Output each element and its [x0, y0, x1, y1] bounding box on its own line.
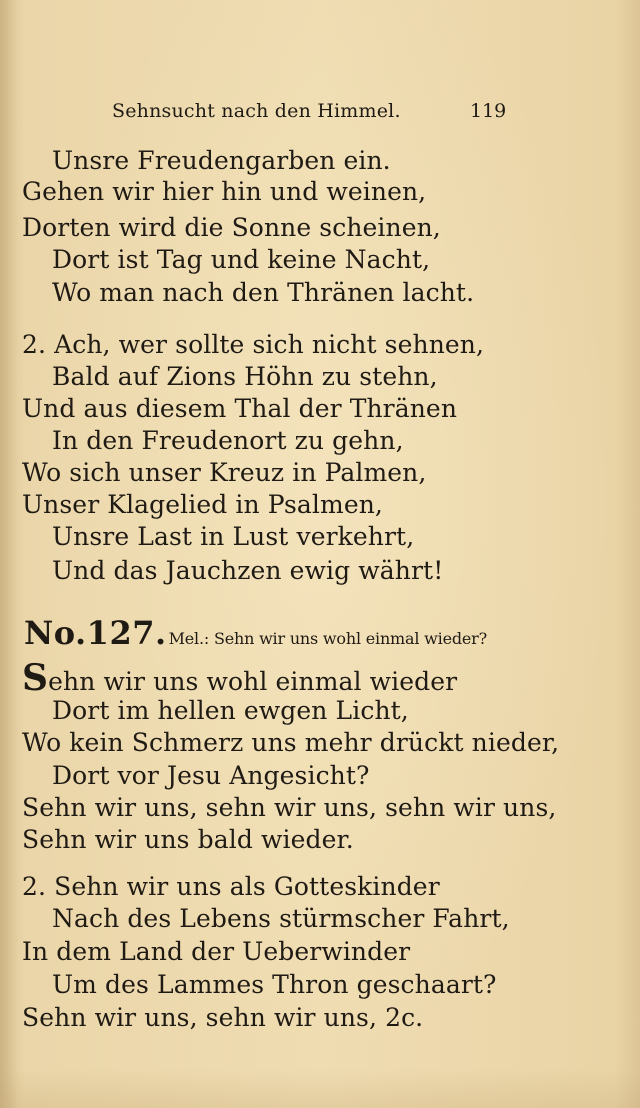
verse-line: In den Freudenort zu gehn, — [52, 426, 404, 455]
verse-line: Wo sich unser Kreuz in Palmen, — [22, 458, 427, 487]
page-number: 119 — [470, 100, 507, 122]
verse-line: In dem Land der Ueberwinder — [22, 937, 411, 966]
verse-line: Nach des Lebens stürmscher Fahrt, — [52, 904, 510, 933]
hymn-heading — [24, 614, 487, 652]
verse-line: Unser Klagelied in Psalmen, — [22, 490, 383, 519]
verse-line: Wo kein Schmerz uns mehr drückt nieder, — [22, 728, 560, 757]
verse-line: 2. Sehn wir uns als Gotteskinder — [22, 872, 440, 901]
first-line-rest: ehn wir uns wohl einmal wieder — [48, 667, 458, 696]
verse-line: Dort im hellen ewgen Licht, — [52, 696, 409, 725]
verse-line: 2. Ach, wer sollte sich nicht sehnen, — [22, 330, 485, 359]
melody-reference: Mel.: Sehn wir uns wohl einmal wieder? — [168, 629, 487, 648]
verse-line: Dort ist Tag und keine Nacht, — [52, 245, 431, 274]
verse-line: Bald auf Zions Höhn zu stehn, — [52, 362, 438, 391]
verse-line: Sehn wir uns, sehn wir uns, sehn wir uns, — [22, 793, 557, 822]
verse-line: Wo man nach den Thränen lacht. — [52, 278, 475, 307]
verse-line: Gehen wir hier hin und weinen, — [22, 177, 427, 206]
initial-letter: S — [22, 657, 49, 699]
hymn-number: No.127. — [24, 614, 167, 652]
verse-line-first — [22, 657, 458, 699]
verse-line: Und aus diesem Thal der Thränen — [22, 394, 458, 423]
verse-line: Um des Lammes Thron geschaart? — [52, 970, 497, 999]
verse-line: Sehn wir uns bald wieder. — [22, 825, 354, 854]
verse-line: Dorten wird die Sonne scheinen, — [22, 213, 441, 242]
verse-line: Unsre Last in Lust verkehrt, — [52, 522, 415, 551]
page-edge-shadow — [0, 0, 18, 1108]
running-head: Sehnsucht nach den Himmel. — [112, 100, 401, 122]
verse-line: Unsre Freudengarben ein. — [52, 146, 391, 175]
verse-line: Sehn wir uns, sehn wir uns, 2c. — [22, 1003, 424, 1032]
verse-line: Und das Jauchzen ewig währt! — [52, 556, 444, 585]
page-bottom-shade — [0, 1068, 640, 1108]
verse-line: Dort vor Jesu Angesicht? — [52, 761, 370, 790]
